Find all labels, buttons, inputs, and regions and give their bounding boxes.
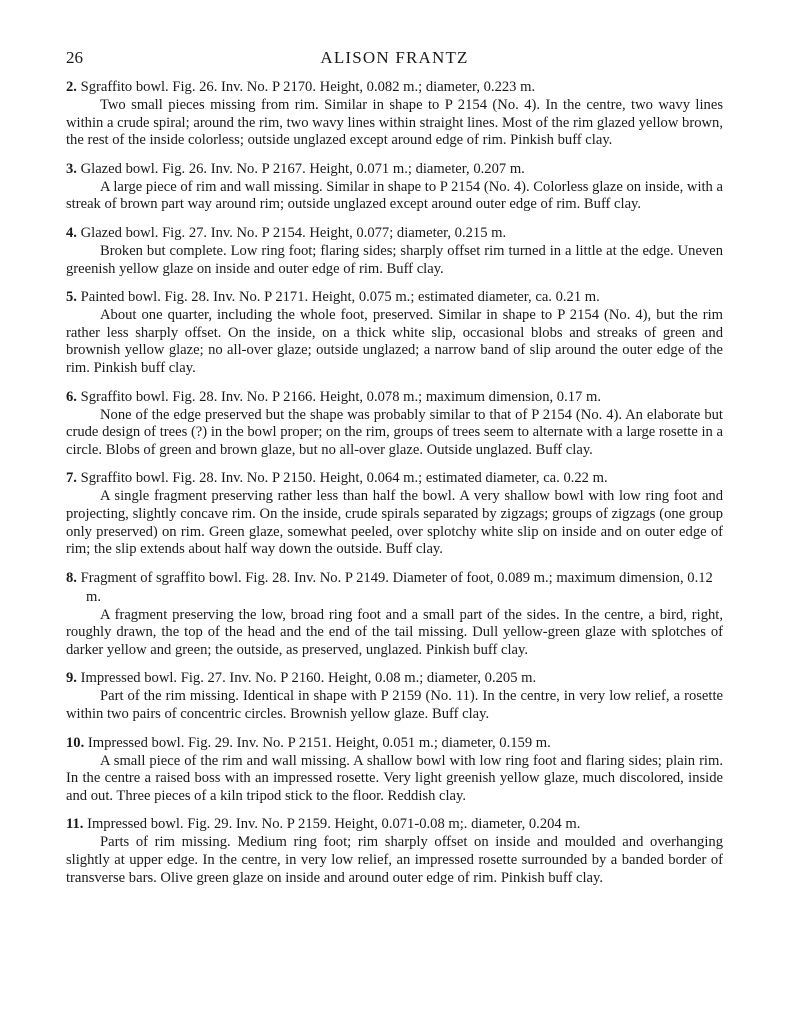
entry-heading-text: Painted bowl. Fig. 28. Inv. No. P 2171. Height, 0.075 m.; estimated diameter, ca. 0.21 m. bbox=[80, 289, 600, 306]
entry-number: 9. bbox=[66, 670, 77, 687]
entry-heading-text: Sgraffito bowl. Fig. 26. Inv. No. P 2170. Height, 0.082 m.; diameter, 0.223 m. bbox=[80, 79, 536, 95]
entry-description: A fragment preserving the low, broad ring foot and a small part of the sides. In the centre, a bird, right, roughly drawn, the top of the head and the end of the tail missing. Dull yellow-green glaze with splotches of darker yellow and green; the outside, as preserved, unglazed. Pinkish buff clay. bbox=[66, 606, 723, 658]
catalogue-entry bbox=[66, 288, 723, 377]
entry-heading-text: Sgraffito bowl. Fig. 28. Inv. No. P 2150. Height, 0.064 m.; estimated diameter, ca. 0.22 m. bbox=[80, 470, 608, 487]
entry-number: 5. bbox=[66, 289, 77, 306]
entry-number: 10. bbox=[66, 734, 85, 751]
entry-description: Parts of rim missing. Medium ring foot; rim sharply offset on inside and moulded and overhanging slightly at upper edge. In the centre, in very low relief, an impressed rosette surrounded by a banded border of transverse bars. Olive green glaze on inside and around outer edge of rim. Pinkish buff clay. bbox=[66, 834, 723, 886]
entry-description: Two small pieces missing from rim. Similar in shape to P 2154 (No. 4). In the centre, two wavy lines within a crude spiral; around the rim, two wavy lines within straight lines. Most of the rim glazed yellow brown, the rest of the inside colorless; outside unglazed except around edge of rim. Pinkish buff clay. bbox=[66, 97, 723, 149]
entry-heading bbox=[66, 669, 723, 688]
catalogue-entry bbox=[66, 734, 723, 806]
entry-heading-text: Glazed bowl. Fig. 26. Inv. No. P 2167. Height, 0.071 m.; diameter, 0.207 m. bbox=[80, 160, 525, 177]
entry-number: 3. bbox=[66, 160, 77, 177]
entry-heading bbox=[66, 78, 723, 97]
entry-heading-text: Sgraffito bowl. Fig. 28. Inv. No. P 2166. Height, 0.078 m.; maximum dimension, 0.17 m. bbox=[80, 388, 601, 405]
entry-heading bbox=[66, 288, 723, 307]
catalogue-entry bbox=[66, 160, 723, 214]
entry-heading bbox=[66, 388, 723, 407]
entry-number: 6. bbox=[66, 388, 77, 405]
entry-description: Part of the rim missing. Identical in shape with P 2159 (No. 11). In the centre, in very low relief, a rosette within two pairs of concentric circles. Brownish yellow glaze. Buff clay. bbox=[66, 688, 723, 723]
catalogue-entry bbox=[66, 669, 723, 723]
entry-number: 8. bbox=[66, 569, 77, 586]
catalogue-entry bbox=[66, 388, 723, 460]
catalogue-entry bbox=[66, 569, 723, 660]
entry-heading bbox=[66, 569, 723, 607]
entry-description: A single fragment preserving rather less than half the bowl. A very shallow bowl with low ring foot and projecting, slightly concave rim. On the inside, crude spirals separated by zigzags; groups of zigzags (one group only preserved) on rim. Green glaze, somewhat peeled, over splotchy white slip on inside and on outer edge of rim; the slip extends about half way down the outside. Buff clay. bbox=[66, 488, 723, 558]
catalogue-entries bbox=[66, 78, 723, 897]
entry-heading bbox=[66, 160, 723, 179]
catalogue-entry bbox=[66, 815, 723, 887]
entry-heading-text: Impressed bowl. Fig. 29. Inv. No. P 2159. Height, 0.071-0.08 m;. diameter, 0.204 m. bbox=[87, 816, 581, 833]
entry-heading-text: Impressed bowl. Fig. 27. Inv. No. P 2160. Height, 0.08 m.; diameter, 0.205 m. bbox=[80, 670, 537, 687]
entry-heading-text: Glazed bowl. Fig. 27. Inv. No. P 2154. Height, 0.077; diameter, 0.215 m. bbox=[80, 224, 507, 241]
entry-heading bbox=[66, 815, 723, 834]
catalogue-entry bbox=[66, 469, 723, 558]
catalogue-entry bbox=[66, 78, 723, 150]
entry-description: A small piece of the rim and wall missing. A shallow bowl with low ring foot and flaring sides; plain rim. In the centre a raised boss with an impressed rosette. Very light greenish yellow glaze, much discolored, inside and out. Three pieces of a kiln tripod stick to the floor. Reddish clay. bbox=[66, 752, 723, 804]
entry-description: Broken but complete. Low ring foot; flaring sides; sharply offset rim turned in a little at the edge. Uneven greenish yellow glaze on inside and outer edge of rim. Buff clay. bbox=[66, 242, 723, 277]
entry-heading-text: Impressed bowl. Fig. 29. Inv. No. P 2151. Height, 0.051 m.; diameter, 0.159 m. bbox=[87, 734, 551, 751]
page-number: 26 bbox=[66, 48, 83, 67]
entry-description: About one quarter, including the whole foot, preserved. Similar in shape to P 2154 (No. 4), but the rim rather less sharply offset. On the inside, on a thick white slip, occasional blobs and streaks of green and brownish yellow glaze; no all-over glaze; outside unglazed; a narrow band of slip around the outer edge of the rim. Pinkish buff clay. bbox=[66, 307, 723, 376]
page-header bbox=[66, 46, 723, 70]
entry-heading bbox=[66, 734, 723, 753]
entry-number: 4. bbox=[66, 224, 77, 241]
entry-heading bbox=[66, 469, 723, 488]
entry-heading-text: Fragment of sgraffito bowl. Fig. 28. Inv. No. P 2149. Diameter of foot, 0.089 m.; maximum dimension, 0.12 m. bbox=[80, 569, 713, 605]
entry-heading bbox=[66, 224, 723, 243]
entry-description: None of the edge preserved but the shape was probably similar to that of P 2154 (No. 4). An elaborate but crude design of trees (?) in the bowl proper; on the rim, groups of trees seem to alternate with a large rosette in a circle. Blobs of green and brown glaze, but no all-over glaze. Outside unglazed. Buff clay. bbox=[66, 406, 723, 458]
catalogue-entry bbox=[66, 224, 723, 278]
running-head: ALISON FRANTZ bbox=[320, 48, 469, 67]
entry-number: 11. bbox=[66, 816, 84, 833]
entry-number: 2. bbox=[66, 79, 77, 95]
entry-number: 7. bbox=[66, 470, 77, 487]
entry-description: A large piece of rim and wall missing. Similar in shape to P 2154 (No. 4). Colorless glaze on inside, with a streak of brown part way around rim; outside unglazed except around outer edge of rim. Buff clay. bbox=[66, 178, 723, 213]
